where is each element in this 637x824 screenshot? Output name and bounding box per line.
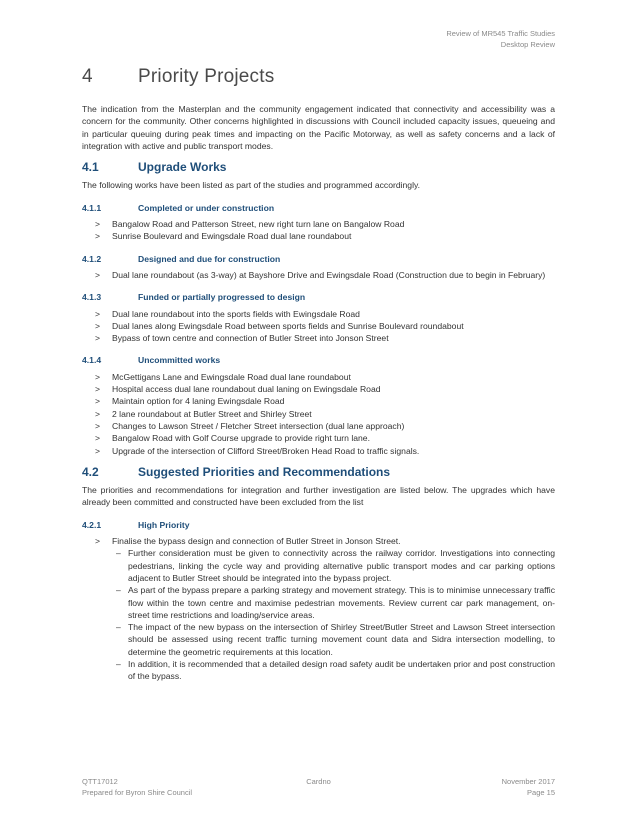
subsection-title: Funded or partially progressed to design (138, 292, 306, 303)
sublist-item: – Further consideration must be given to connectivity across the railway corridor. Investigations into connecting pedestrians, linking the cycle way and providing alternative public transport modes and car parking options adjacent to Butler Street should be integrated into the bypass project. (82, 547, 555, 584)
subsection-number: 4.1.4 (82, 355, 102, 366)
chapter-number: 4 (82, 66, 93, 87)
footer-client: Prepared for Byron Shire Council (82, 788, 193, 797)
footer-company: Cardno (306, 777, 331, 786)
list-item (82, 535, 555, 547)
works-list-uncommitted (82, 371, 555, 457)
header-subtitle: Desktop Review (500, 40, 555, 49)
list-item: > Dual lane roundabout (as 3-way) at Bayshore Drive and Ewingsdale Road (Construction due to begin in February) (82, 269, 555, 281)
footer-reference: QTT17012 (82, 777, 118, 786)
section-heading-4-1 (82, 161, 555, 173)
section-intro: The following works have been listed as part of the studies and programmed accordingly. (82, 180, 421, 191)
works-list-completed (82, 218, 555, 243)
subsection-heading-4-1-4 (82, 354, 555, 366)
subsection-title: Completed or under construction (138, 202, 275, 213)
works-list-funded (82, 308, 555, 345)
section-title: Upgrade Works (138, 160, 227, 175)
sublist-item: – In addition, it is recommended that a detailed design road safety audit be undertaken prior and post construction of the bypass. (82, 658, 555, 683)
page-header (446, 28, 555, 50)
priority-sublist (82, 547, 555, 682)
section-title: Suggested Priorities and Recommendations (138, 464, 391, 479)
page-content (82, 103, 555, 683)
subsection-heading-4-1-3 (82, 291, 555, 303)
subsection-heading-4-1-1 (82, 202, 555, 214)
subsection-heading-4-1-2 (82, 253, 555, 265)
subsection-number: 4.2.1 (82, 519, 102, 530)
intro-paragraph: The indication from the Masterplan and the community engagement indicated that connectivity and accessibility was a concern for the community. Other concerns highlighted in discussions with Council included capacity issues, queueing and in particular queuing during peak times and impacting on the Pacific Motorway, as well as safety concerns and a lack of integration with active and public transport modes. (82, 104, 555, 151)
subsection-title: Uncommitted works (138, 355, 221, 366)
header-title: Review of MR545 Traffic Studies (446, 29, 555, 38)
works-list-designed (82, 269, 555, 281)
footer-page-number: Page 15 (527, 788, 555, 797)
list-item: > McGettigans Lane and Ewingsdale Road dual lane roundabout (82, 371, 555, 383)
list-item: > Dual lanes along Ewingsdale Road between sports fields and Sunrise Boulevard roundabout (82, 320, 555, 332)
subsection-title: High Priority (138, 519, 190, 530)
list-item: > Hospital access dual lane roundabout dual laning on Ewingsdale Road (82, 383, 555, 395)
list-item: > 2 lane roundabout at Butler Street and Shirley Street (82, 408, 555, 420)
list-item: > Dual lane roundabout into the sports fields with Ewingsdale Road (82, 308, 555, 320)
subsection-number: 4.1.2 (82, 253, 102, 264)
list-item: > Sunrise Boulevard and Ewingsdale Road dual lane roundabout (82, 230, 555, 242)
footer-right (502, 776, 555, 798)
list-item: > Bangalow Road and Patterson Street, new right turn lane on Bangalow Road (82, 218, 555, 230)
section-intro: The priorities and recommendations for integration and further investigation are listed below. The upgrades which have already been committed and constructed have been excluded from the list (82, 485, 555, 508)
list-item: > Bypass of town centre and connection of Butler Street into Jonson Street (82, 332, 555, 344)
section-number: 4.2 (82, 464, 99, 479)
sublist-item: – As part of the bypass prepare a parking strategy and movement strategy. This is to minimise unnecessary traffic flow within the town centre and maximise pedestrian movements. Review current car park management, on-street time restrictions and loading/service areas. (82, 584, 555, 621)
subsection-title: Designed and due for construction (138, 253, 281, 264)
list-item: > Changes to Lawson Street / Fletcher Street intersection (dual lane approach) (82, 420, 555, 432)
section-number: 4.1 (82, 160, 99, 175)
subsection-heading-4-2-1 (82, 519, 555, 531)
list-item: > Maintain option for 4 laning Ewingsdale Road (82, 395, 555, 407)
sublist-item: – The impact of the new bypass on the intersection of Shirley Street/Butler Street and Lawson Street intersection should be assessed using recent traffic turning movement count data and Sidra intersection modelling, to determine the geometric requirements at this location. (82, 621, 555, 658)
section-heading-4-2 (82, 466, 555, 478)
chapter-title: Priority Projects (138, 66, 275, 87)
list-item: > Bangalow Road with Golf Course upgrade to provide right turn lane. (82, 432, 555, 444)
footer-date: November 2017 (501, 777, 555, 786)
list-item-text: Finalise the bypass design and connection of Butler Street in Jonson Street. (112, 536, 401, 547)
subsection-number: 4.1.1 (82, 202, 102, 213)
list-item: > Upgrade of the intersection of Clifford Street/Broken Head Road to traffic signals. (82, 445, 555, 457)
subsection-number: 4.1.3 (82, 292, 102, 303)
chapter-heading (82, 66, 274, 88)
priority-list (82, 535, 555, 547)
